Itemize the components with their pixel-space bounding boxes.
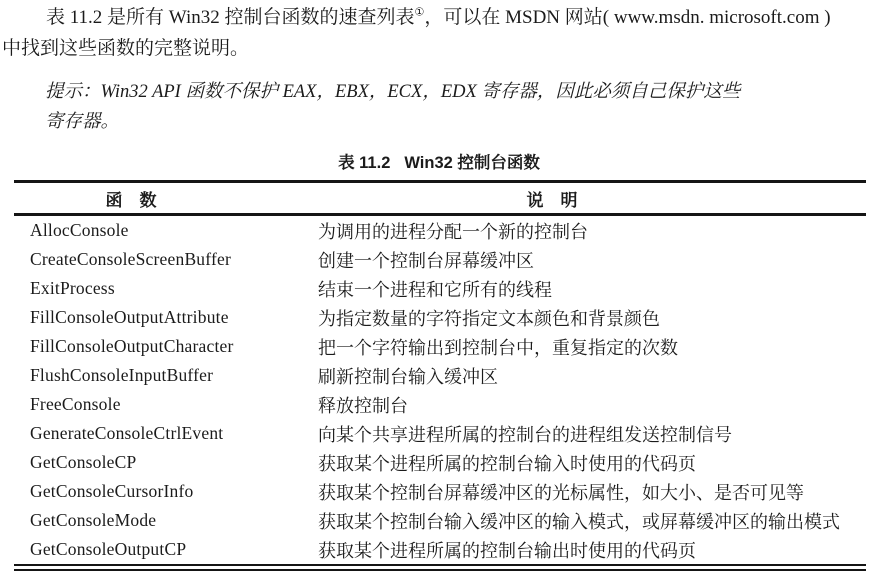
table-row — [14, 332, 866, 361]
function-description-cell: 结束一个进程和它所有的线程 — [318, 279, 552, 300]
function-name-cell: GetConsoleOutputCP — [30, 539, 187, 559]
column-header-function: 函 数 — [14, 183, 318, 215]
function-description-cell: 释放控制台 — [318, 395, 408, 416]
table-row — [14, 390, 866, 419]
table-caption-title: Win32 控制台函数 — [404, 154, 540, 172]
function-description-cell: 获取某个控制台屏幕缓冲区的光标属性，如大小、是否可见等 — [318, 482, 804, 503]
function-name-cell: GenerateConsoleCtrlEvent — [30, 423, 224, 443]
function-description-cell: 把一个字符输出到控制台中，重复指定的次数 — [318, 337, 678, 358]
function-name-cell: GetConsoleCP — [30, 452, 137, 472]
function-description-cell: 获取某个控制台输入缓冲区的输入模式，或屏幕缓冲区的输出模式 — [318, 511, 840, 532]
table-caption-label: 表 11.2 — [338, 154, 391, 172]
function-description-cell: 创建一个控制台屏幕缓冲区 — [318, 250, 534, 271]
table-caption — [0, 152, 878, 174]
function-name-cell: FlushConsoleInputBuffer — [30, 365, 214, 385]
function-name-cell: FillConsoleOutputCharacter — [30, 336, 234, 356]
intro-line-2: 中找到这些函数的完整说明。 — [2, 38, 250, 59]
function-description-cell: 获取某个进程所属的控制台输入时使用的代码页 — [318, 453, 696, 474]
functions-table-body — [14, 215, 866, 565]
hint-line-1: 提示：Win32 API 函数不保护 EAX，EBX，ECX，EDX 寄存器，因此必须自己保护这些 — [45, 82, 741, 102]
table-row — [14, 506, 866, 535]
function-name-cell: GetConsoleCursorInfo — [30, 481, 194, 501]
intro-text-after-footnote: ，可以在 MSDN 网站( www.msdn. microsoft.com ) — [424, 7, 831, 28]
function-name-cell: ExitProcess — [30, 278, 115, 298]
table-row — [14, 361, 866, 390]
function-name-cell: CreateConsoleScreenBuffer — [30, 249, 231, 269]
hint-paragraph — [45, 77, 828, 137]
function-description-cell: 为调用的进程分配一个新的控制台 — [318, 221, 588, 242]
table-row — [14, 477, 866, 506]
functions-table-wrapper — [14, 180, 866, 571]
table-row — [14, 274, 866, 303]
functions-table — [14, 183, 866, 564]
hint-line-2: 寄存器。 — [45, 112, 120, 132]
table-row — [14, 448, 866, 477]
function-name-cell: FillConsoleOutputAttribute — [30, 307, 229, 327]
intro-line-1 — [2, 2, 876, 33]
function-name-cell: FreeConsole — [30, 394, 121, 414]
function-name-cell: GetConsoleMode — [30, 510, 157, 530]
footnote-mark: ① — [414, 6, 425, 19]
function-description-cell: 刷新控制台输入缓冲区 — [318, 366, 498, 387]
table-row — [14, 245, 866, 274]
column-header-description: 说 明 — [318, 183, 866, 215]
table-row — [14, 535, 866, 564]
table-row — [14, 419, 866, 448]
table-header-row — [14, 183, 866, 215]
table-row — [14, 215, 866, 246]
function-description-cell: 获取某个进程所属的控制台输出时使用的代码页 — [318, 540, 696, 561]
intro-text-before-footnote: 表 11.2 是所有 Win32 控制台函数的速查列表 — [46, 7, 415, 28]
table-row — [14, 303, 866, 332]
function-name-cell: AllocConsole — [30, 220, 129, 240]
function-description-cell: 为指定数量的字符指定文本颜色和背景颜色 — [318, 308, 660, 329]
intro-paragraph — [2, 2, 876, 64]
function-description-cell: 向某个共享进程所属的控制台的进程组发送控制信号 — [318, 424, 732, 445]
